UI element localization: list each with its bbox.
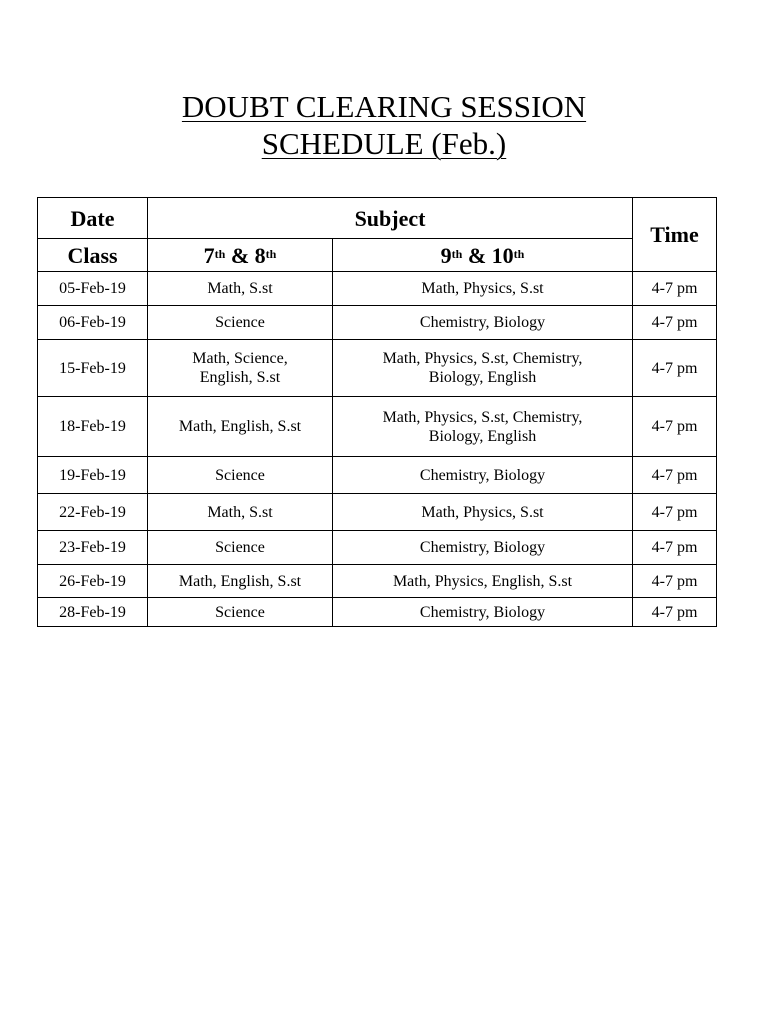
class-9-10-subjects-cell: Math, Physics, English, S.st: [333, 565, 633, 598]
class-9-10-subjects-cell: Chemistry, Biology: [333, 306, 633, 340]
table-row: [38, 340, 717, 397]
class-7-8-subjects-cell: Science: [148, 457, 333, 494]
table-row: [38, 272, 717, 306]
group2-num-a: 9: [440, 242, 452, 268]
table-row: [38, 457, 717, 494]
class-7-8-subjects-cell: Math, English, S.st: [148, 565, 333, 598]
group1-num-b: 8: [254, 242, 266, 268]
time-header: Time: [633, 198, 717, 272]
page-title: [0, 88, 768, 162]
table-row: [38, 598, 717, 627]
table-row: [38, 494, 717, 531]
subject-header: Subject: [148, 198, 633, 239]
class-9-10-subjects-cell: Chemistry, Biology: [333, 457, 633, 494]
table-header: [38, 198, 717, 272]
time-cell: 4-7 pm: [633, 340, 717, 397]
class-9-10-subjects-cell: Chemistry, Biology: [333, 598, 633, 627]
class-group-9-10-header: [333, 239, 633, 272]
table-row: [38, 531, 717, 565]
time-cell: 4-7 pm: [633, 531, 717, 565]
class-7-8-subjects-cell: Science: [148, 598, 333, 627]
date-cell: 15-Feb-19: [38, 340, 148, 397]
schedule-table: [37, 197, 717, 627]
group1-sup-b: th: [265, 246, 277, 261]
group1-num-a: 7: [203, 242, 215, 268]
group1-amp: &: [225, 242, 255, 268]
class-group-7-8-header: [148, 239, 333, 272]
title-line-2: SCHEDULE (Feb.): [261, 126, 507, 161]
group2-num-b: 10: [491, 242, 514, 268]
time-cell: 4-7 pm: [633, 306, 717, 340]
table-body: [38, 272, 717, 627]
group2-sup-b: th: [513, 246, 525, 261]
class-9-10-subjects-cell: Math, Physics, S.st, Chemistry, Biology, English: [333, 397, 633, 457]
date-cell: 22-Feb-19: [38, 494, 148, 531]
class-7-8-subjects-cell: Math, S.st: [148, 272, 333, 306]
date-cell: 26-Feb-19: [38, 565, 148, 598]
class-9-10-subjects-cell: Math, Physics, S.st: [333, 494, 633, 531]
time-cell: 4-7 pm: [633, 457, 717, 494]
group1-sup-a: th: [214, 246, 226, 261]
time-cell: 4-7 pm: [633, 494, 717, 531]
class-header: Class: [38, 239, 148, 272]
table-row: [38, 397, 717, 457]
title-line-1: DOUBT CLEARING SESSION: [181, 89, 587, 124]
date-header: Date: [38, 198, 148, 239]
class-9-10-subjects-cell: Chemistry, Biology: [333, 531, 633, 565]
class-7-8-subjects-cell: Science: [148, 306, 333, 340]
date-cell: 19-Feb-19: [38, 457, 148, 494]
date-cell: 18-Feb-19: [38, 397, 148, 457]
class-7-8-subjects-cell: Math, S.st: [148, 494, 333, 531]
time-cell: 4-7 pm: [633, 272, 717, 306]
class-7-8-subjects-cell: Math, Science, English, S.st: [148, 340, 333, 397]
table-row: [38, 565, 717, 598]
date-cell: 06-Feb-19: [38, 306, 148, 340]
class-9-10-subjects-cell: Math, Physics, S.st, Chemistry, Biology, English: [333, 340, 633, 397]
date-cell: 28-Feb-19: [38, 598, 148, 627]
table-row: [38, 306, 717, 340]
time-cell: 4-7 pm: [633, 565, 717, 598]
class-9-10-subjects-cell: Math, Physics, S.st: [333, 272, 633, 306]
class-7-8-subjects-cell: Math, English, S.st: [148, 397, 333, 457]
group2-amp: &: [462, 242, 492, 268]
group2-sup-a: th: [451, 246, 463, 261]
time-cell: 4-7 pm: [633, 598, 717, 627]
header-row-1: [38, 198, 717, 239]
header-row-2: [38, 239, 717, 272]
date-cell: 23-Feb-19: [38, 531, 148, 565]
time-cell: 4-7 pm: [633, 397, 717, 457]
date-cell: 05-Feb-19: [38, 272, 148, 306]
class-7-8-subjects-cell: Science: [148, 531, 333, 565]
